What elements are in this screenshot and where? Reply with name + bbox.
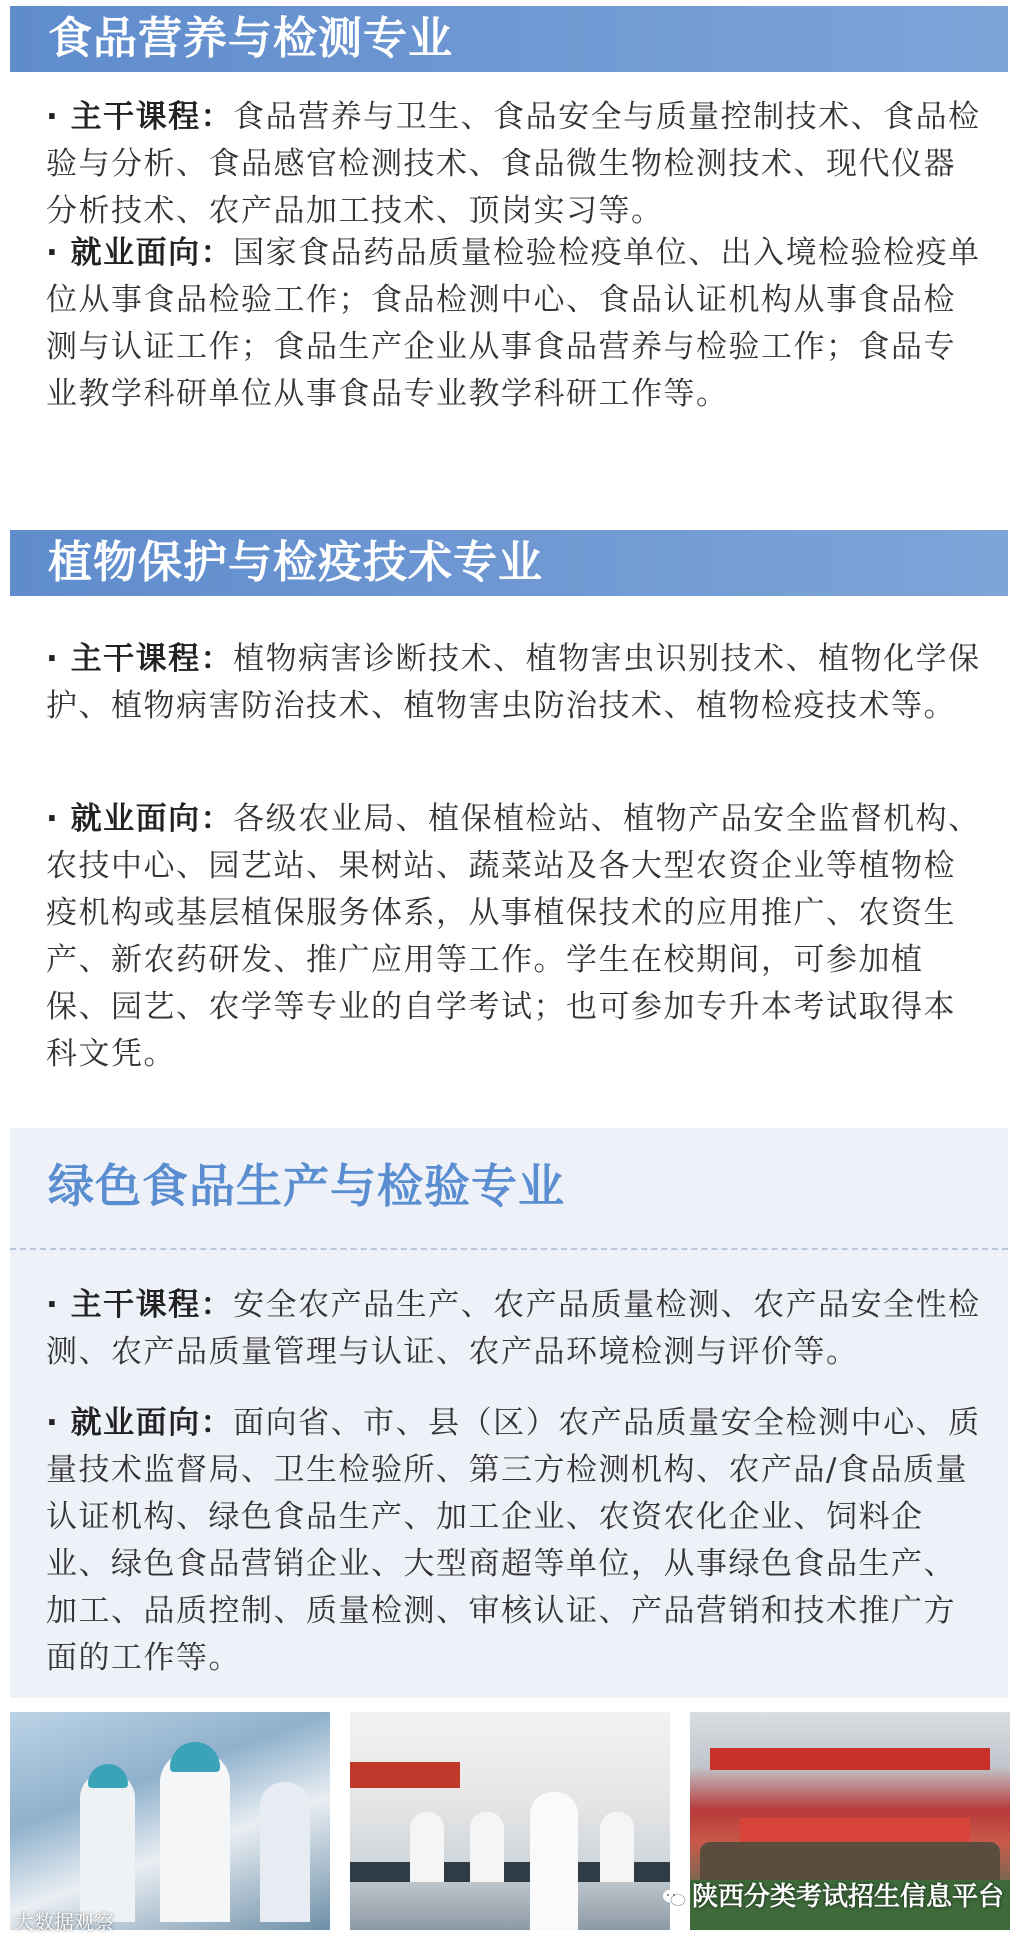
watermark-right-text: 陕西分类考试招生信息平台 <box>692 1882 1005 1912</box>
bullet: · <box>46 235 60 271</box>
bullet: · <box>46 1405 60 1441</box>
section-3-jobs <box>46 1400 981 1682</box>
section-1-courses <box>46 94 981 235</box>
jobs-text: 面向省、市、县（区）农产品质量安全检测中心、质量技术监督局、卫生检验所、第三方检测机构、农产品/食品质量认证机构、绿色食品生产、加工企业、农资农化企业、饲料企业、绿色食品营销企业、大型商超等单位，从事绿色食品生产、加工、品质控制、质量检测、审核认证、产品营销和技术推广方面的工作等。 <box>46 1405 981 1676</box>
jobs-label: 就业面向： <box>70 1405 234 1441</box>
jobs-label: 就业面向： <box>70 801 234 837</box>
jobs-label: 就业面向： <box>70 235 234 271</box>
jobs-text: 国家食品药品质量检验检疫单位、出入境检验检疫单位从事食品检验工作；食品检测中心、食品认证机构从事食品检测与认证工作；食品生产企业从事食品营养与检验工作；食品专业教学科研单位从事食品专业教学科研工作等。 <box>46 235 981 412</box>
courses-text: 植物病害诊断技术、植物害虫识别技术、植物化学保护、植物病害防治技术、植物害虫防治技术、植物检疫技术等。 <box>46 641 981 724</box>
bullet: · <box>46 99 60 135</box>
lab-photo-2 <box>350 1712 670 1930</box>
section-2-banner <box>10 530 1008 596</box>
jobs-text: 各级农业局、植保植检站、植物产品安全监督机构、农技中心、园艺站、果树站、蔬菜站及各大型农资企业等植物检疫机构或基层植保服务体系，从事植保技术的应用推广、农资生产、新农药研发、推广应用等工作。学生在校期间，可参加植保、园艺、农学等专业的自学考试；也可参加专升本考试取得本科文凭。 <box>46 801 981 1072</box>
courses-label: 主干课程： <box>70 1287 234 1323</box>
courses-text: 安全农产品生产、农产品质量检测、农产品安全性检测、农产品质量管理与认证、农产品环境检测与评价等。 <box>46 1287 981 1370</box>
bullet: · <box>46 641 60 677</box>
watermark-left: 大数据观察 <box>14 1910 114 1934</box>
lab-photo-1 <box>10 1712 330 1930</box>
section-3-courses <box>46 1282 981 1376</box>
dashed-divider <box>10 1248 1008 1250</box>
bullet: · <box>46 1287 60 1323</box>
section-1-banner <box>10 6 1008 72</box>
section-2-courses <box>46 636 981 730</box>
section-3-title: 绿色食品生产与检验专业 <box>48 1159 565 1213</box>
section-2-title: 植物保护与检疫技术专业 <box>48 537 543 588</box>
watermark-right <box>662 1876 1004 1913</box>
bullet: · <box>46 801 60 837</box>
section-1-title: 食品营养与检测专业 <box>48 13 453 64</box>
courses-label: 主干课程： <box>70 99 234 135</box>
courses-label: 主干课程： <box>70 641 234 677</box>
wechat-icon <box>662 1888 686 1908</box>
section-1-jobs <box>46 230 981 418</box>
section-2-jobs <box>46 796 981 1078</box>
courses-text: 食品营养与卫生、食品安全与质量控制技术、食品检验与分析、食品感官检测技术、食品微生物检测技术、现代仪器分析技术、农产品加工技术、顶岗实习等。 <box>46 99 981 229</box>
